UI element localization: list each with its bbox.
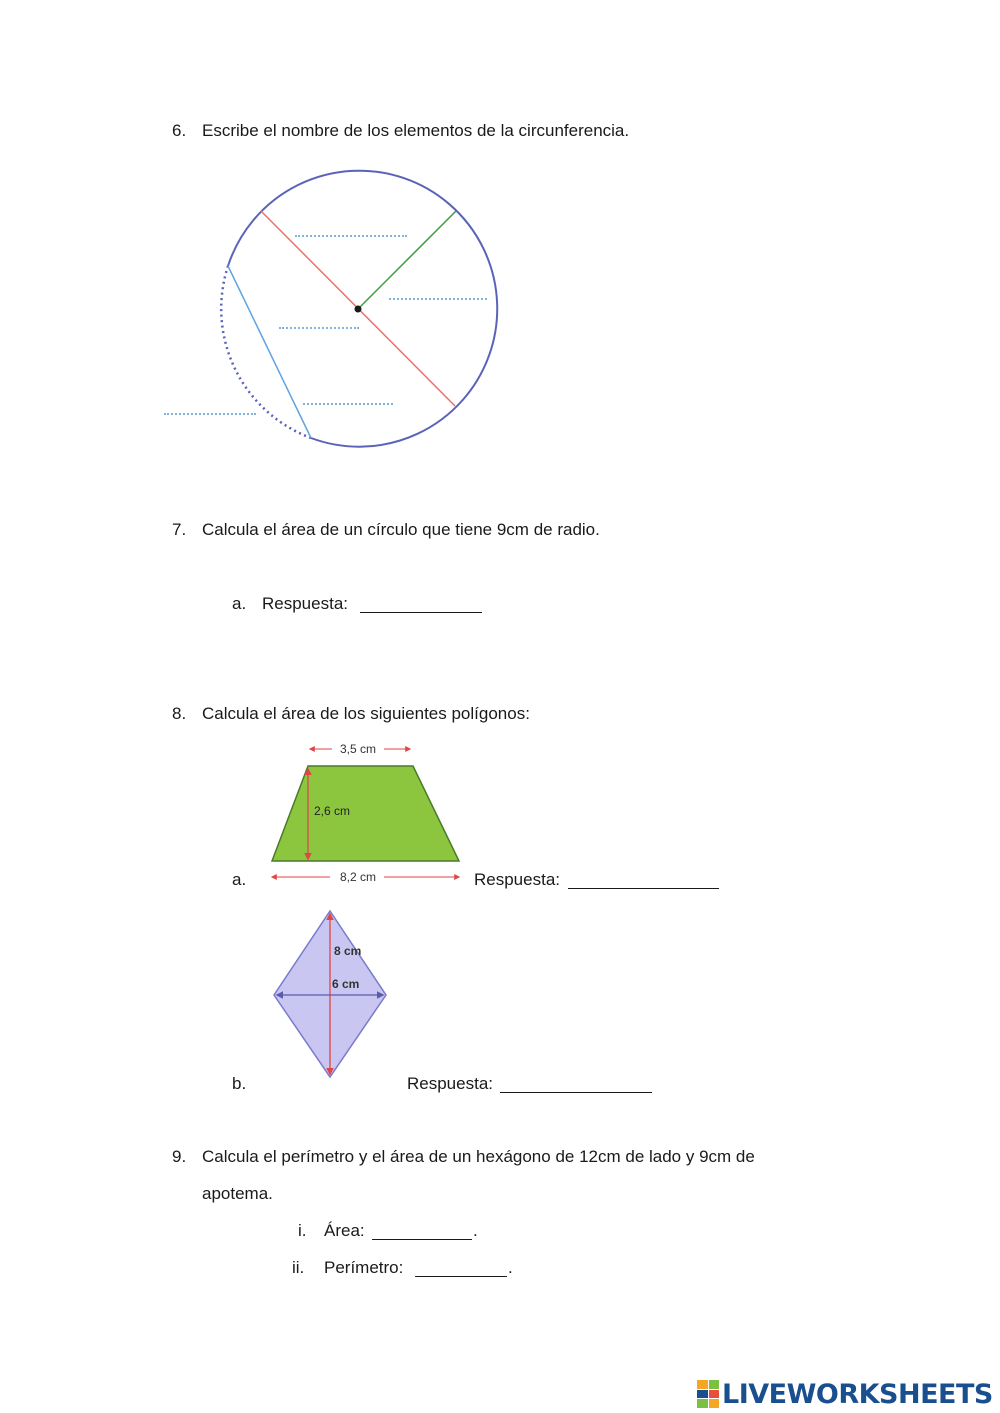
circle-outline [228,171,497,447]
question-8a-marker: a. [232,870,247,889]
question-9-area-input[interactable] [372,1221,472,1240]
element-answer-center[interactable] [279,311,359,329]
question-8-text: Calcula el área de los siguientes polígonos: [202,704,530,723]
question-9-perimeter-row [292,1259,403,1276]
question-9-text-line1: Calcula el perímetro y el área de un hexágono de 12cm de lado y 9cm de [202,1147,755,1166]
question-9-number: 9. [172,1147,187,1166]
question-7-number: 7. [172,520,187,539]
trapezoid-shape [272,766,459,861]
element-answer-radius[interactable] [389,282,487,300]
question-9-area-row [298,1222,365,1239]
question-7-text: Calcula el área de un círculo que tiene 9cm de radio. [202,520,600,539]
question-9-perimeter-suffix: . [508,1258,513,1277]
trapezoid-bottom-label: 8,2 cm [339,870,377,884]
element-answer-chord[interactable] [303,387,393,405]
question-9-area-label: Área: [324,1221,365,1240]
question-6-number: 6. [172,121,187,140]
rhombus-horizontal-label: 6 cm [332,977,360,991]
question-6-text: Escribe el nombre de los elementos de la circunferencia. [202,121,630,140]
element-answer-diameter[interactable] [295,219,407,237]
question-7-answer-row [232,595,348,612]
question-8 [172,705,530,722]
question-9-perimeter-input[interactable] [415,1258,507,1277]
question-9-area-suffix: . [473,1221,478,1240]
question-9-area-marker: i. [298,1221,307,1240]
question-7-answer-label: Respuesta: [262,594,348,613]
logo-text: LIVEWORKSHEETS [722,1378,993,1410]
question-7-answer-marker: a. [232,594,247,613]
trapezoid-figure [262,735,492,885]
rhombus-figure [268,907,398,1082]
question-9-text-line2: apotema. [202,1184,273,1203]
trapezoid-height-label: 2,6 cm [314,804,351,818]
liveworksheets-logo [697,1378,993,1410]
element-answer-arc[interactable] [164,397,256,415]
rhombus-vertical-label: 8 cm [334,944,362,958]
question-8b-marker: b. [232,1074,247,1093]
question-8a-marker-row [232,871,246,888]
question-8b-answer-label: Respuesta: [407,1074,493,1093]
question-8b-answer-input[interactable] [500,1074,652,1093]
question-8a-answer-input[interactable] [568,870,719,889]
question-8a-answer-label: Respuesta: [474,870,560,889]
question-7-answer-input[interactable] [360,594,482,613]
question-8b-marker-row [232,1075,246,1092]
trapezoid-top-label: 3,5 cm [339,742,377,756]
question-7 [172,521,600,538]
logo-mark-icon [697,1380,719,1408]
question-8-number: 8. [172,704,187,723]
question-9-perimeter-marker: ii. [292,1258,305,1277]
question-9 [172,1148,755,1165]
question-9-perimeter-label: Perímetro: [324,1258,404,1277]
circumference-diagram [0,0,1000,480]
